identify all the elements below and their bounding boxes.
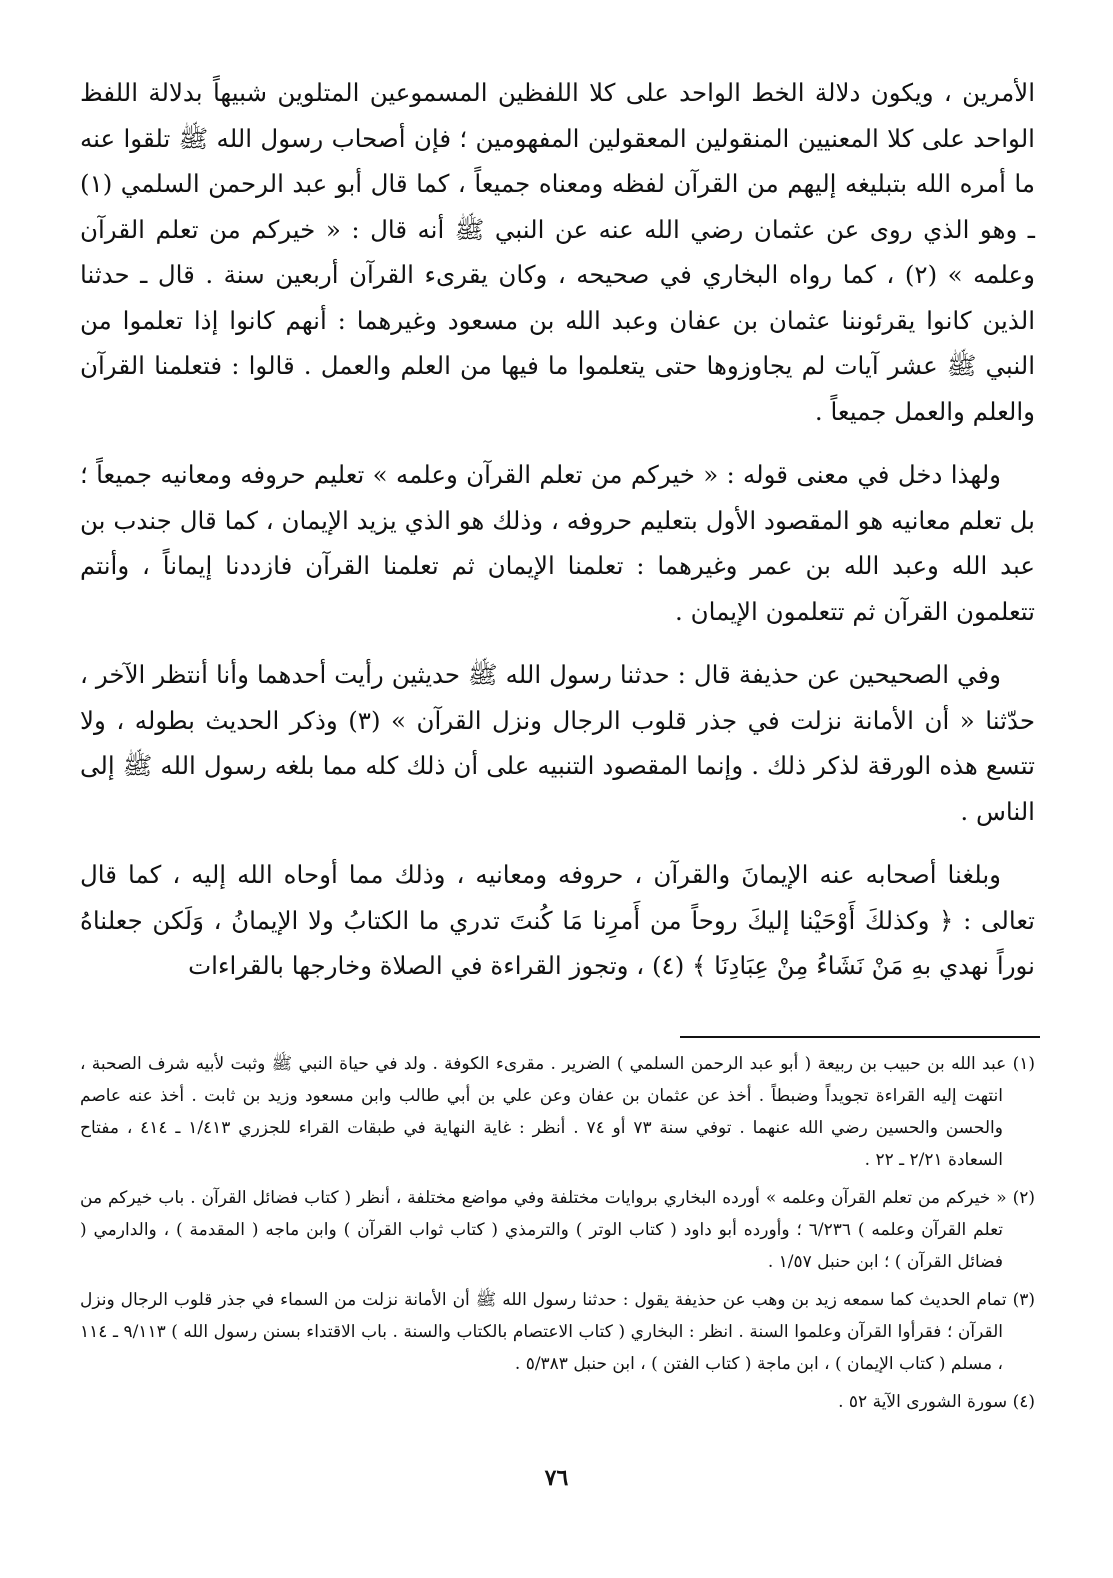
footnote-2: (٢) « خيركم من تعلم القرآن وعلمه » أورده البخاري بروايات مختلفة وفي مواضع مختلفة ، أنظر ( كتاب فضائل القرآن . باب خيركم من تعلم القرآن وعلمه ) ٦/٢٣٦ ؛ وأورده أبو داود ( كتاب الوتر ) والترمذي ( كتاب ثواب القرآن ) وابن ماجه ( المقدمة ) ، والدارمي ( فضائل القرآن ) ؛ ابن حنبل ١/٥٧ . (80, 1188, 1035, 1272)
paragraph-3: وفي الصحيحين عن حذيفة قال : حدثنا رسول الله ﷺ حديثين رأيت أحدهما وأنا أنتظر الآخر ، حدّثنا « أن الأمانة نزلت في جذر قلوب الرجال ونزل القرآن » (٣) وذكر الحديث بطوله ، ولا تتسع هذه الورقة لذكر ذلك . وإنما المقصود التنبيه على أن ذلك كله مما بلغه رسول الله ﷺ إلى الناس . (80, 660, 1035, 826)
page-number: ٧٦ (544, 1465, 569, 1491)
footnote-4: (٤) سورة الشورى الآية ٥٢ . (838, 1392, 1035, 1412)
footnote-1: (١) عبد الله بن حبيب بن ربيعة ( أبو عبد الرحمن السلمي ) الضرير . مقرىء الكوفة . ولد في حياة النبي ﷺ وثبت لأبيه شرف الصحبة ، انتهت إليه القراءة تجويداً وضبطاً . أخذ عن عثمان بن عفان وعن علي بن أبي طالب وابن مسعود وزيد بن ثابت . أخذ عنه عاصم والحسن والحسين رضي الله عنهما . توفي سنة ٧٣ أو ٧٤ . أنظر : غاية النهاية في طبقات القراء للجزري ١/٤١٣ ـ ٤١٤ ، مفتاح السعادة ٢/٢١ ـ ٢٢ . (80, 1054, 1035, 1170)
footnotes (80, 1048, 1035, 1424)
paragraph-1: الأمرين ، ويكون دلالة الخط الواحد على كلا اللفظين المسموعين المتلوين شبيهاً بدلالة اللفظ الواحد على كلا المعنيين المنقولين المعقولين المفهومين ؛ فإن أصحاب رسول الله ﷺ تلقوا عنه ما أمره الله بتبليغه إليهم من القرآن لفظه ومعناه جميعاً ، كما قال أبو عبد الرحمن السلمي (١) ـ وهو الذي روى عن عثمان رضي الله عنه عن النبي ﷺ أنه قال : « خيركم من تعلم القرآن وعلمه » (٢) ، كما رواه البخاري في صحيحه ، وكان يقرىء القرآن أربعين سنة . قال ـ حدثنا الذين كانوا يقرئوننا عثمان بن عفان وعبد الله بن مسعود وغيرهما : أنهم كانوا إذا تعلموا من النبي ﷺ عشر آيات لم يجاوزوها حتى يتعلموا ما فيها من العلم والعمل . قالوا : فتعلمنا القرآن والعلم والعمل جميعاً . (80, 78, 1035, 426)
footnote-divider (680, 1036, 1040, 1038)
main-text (80, 70, 1035, 1007)
footnote-3: (٣) تمام الحديث كما سمعه زيد بن وهب عن حذيفة يقول : حدثنا رسول الله ﷺ أن الأمانة نزلت من السماء في جذر قلوب الرجال ونزل القرآن ؛ فقرأوا القرآن وعلموا السنة . انظر : البخاري ( كتاب الاعتصام بالكتاب والسنة . باب الاقتداء بسنن رسول الله ) ٩/١١٣ ـ ١١٤ ، مسلم ( كتاب الإيمان ) ، ابن ماجة ( كتاب الفتن ) ، ابن حنبل ٥/٣٨٣ . (80, 1290, 1035, 1374)
paragraph-2: ولهذا دخل في معنى قوله : « خيركم من تعلم القرآن وعلمه » تعليم حروفه ومعانيه جميعاً ؛ بل تعلم معانيه هو المقصود الأول بتعليم حروفه ، وذلك هو الذي يزيد الإيمان ، كما قال جندب بن عبد الله وعبد الله بن عمر وغيرهما : تعلمنا الإيمان ثم تعلمنا القرآن فازددنا إيماناً ، وأنتم تتعلمون القرآن ثم تتعلمون الإيمان . (80, 460, 1035, 626)
paragraph-4: وبلغنا أصحابه عنه الإيمانَ والقرآن ، حروفه ومعانيه ، وذلك مما أوحاه الله إليه ، كما قال تعالى : ﴿ وكذلكَ أَوْحَيْنا إليكَ روحاً من أَمرِنا مَا كُنتَ تدري ما الكتابُ ولا الإيمانُ ، وَلَكن جعلناهُ نوراً نهدي بهِ مَنْ نَشَاءُ مِنْ عِبَادِنَا ﴾ (٤) ، وتجوز القراءة في الصلاة وخارجها بالقراءات (80, 860, 1035, 980)
